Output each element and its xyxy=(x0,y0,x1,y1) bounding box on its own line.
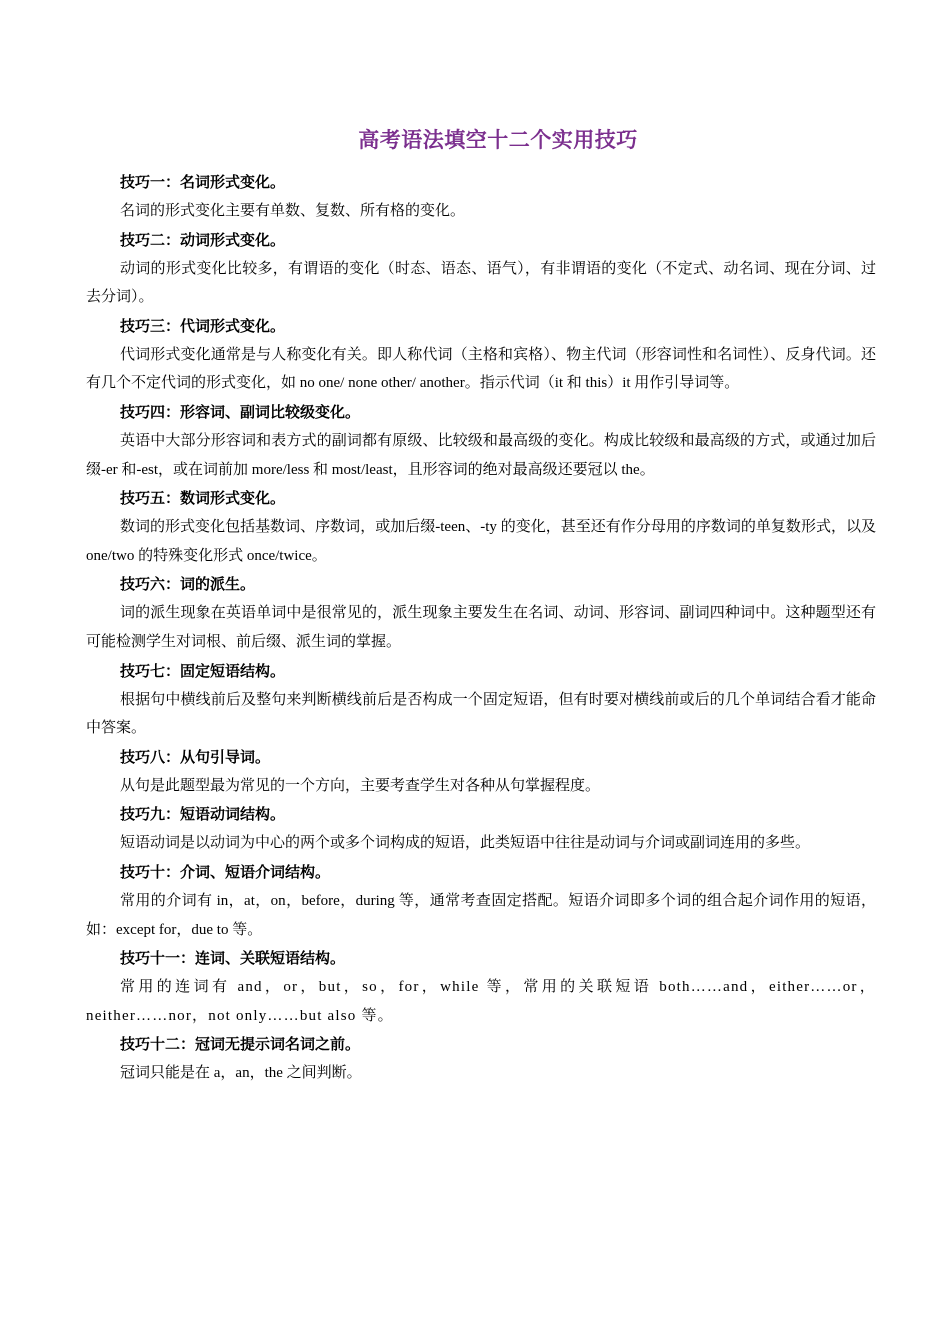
document-body xyxy=(86,168,876,1088)
section-heading: 技巧一：名词形式变化。 xyxy=(120,173,286,191)
section-heading: 技巧二：动词形式变化。 xyxy=(120,230,286,249)
section-1 xyxy=(86,168,876,226)
section-heading: 技巧六：词的派生。 xyxy=(120,575,256,594)
section-paragraph: 名词的形式变化主要有单数、复数、所有格的变化。 xyxy=(120,203,466,219)
section-7 xyxy=(86,657,876,743)
section-paragraph: 冠词只能是在 a，an，the 之间判断。 xyxy=(120,1065,362,1082)
section-paragraph: 短语动词是以动词为中心的两个或多个词构成的短语，此类短语中往往是动词与介词或副词连用的多些。 xyxy=(120,835,811,852)
section-paragraph: 从句是此题型最为常见的一个方向，主要考查学生对各种从句掌握程度。 xyxy=(120,777,601,794)
section-paragraph: 词的派生现象在英语单词中是很常见的，派生现象主要发生在名词、动词、形容词、副词四种词中。这种题型还有可能检测学生对词根、前后缀、派生词的掌握。 xyxy=(86,605,876,650)
section-9 xyxy=(86,800,876,858)
section-heading: 技巧七：固定短语结构。 xyxy=(120,661,286,680)
section-2 xyxy=(86,226,876,312)
section-12 xyxy=(86,1030,876,1088)
section-heading: 技巧四：形容词、副词比较级变化。 xyxy=(120,402,361,421)
section-paragraph: 根据句中横线前后及整句来判断横线前后是否构成一个固定短语，但有时要对横线前或后的几个单词结合看才能命中答案。 xyxy=(86,691,876,737)
section-6 xyxy=(86,570,876,656)
section-5 xyxy=(86,484,876,570)
section-heading: 技巧九：短语动词结构。 xyxy=(120,805,286,824)
section-11 xyxy=(86,944,876,1030)
section-paragraph: 代词形式变化通常是与人称变化有关。即人称代词（主格和宾格）、物主代词（形容词性和名词性）、反身代词。还有几个不定代词的形式变化，如 no one/ none other/ another。指示代词（it 和 this）it 用作引导词等。 xyxy=(86,346,876,392)
page-title: 高考语法填空十二个实用技巧 xyxy=(358,127,638,152)
section-paragraph: 常用的介词有 in，at，on，before，during 等，通常考查固定搭配。短语介词即多个词的组合起介词作用的短语，如：except for，due to 等。 xyxy=(86,892,876,938)
section-3 xyxy=(86,312,876,398)
section-heading: 技巧八：从句引导词。 xyxy=(120,747,271,766)
section-8 xyxy=(86,743,876,801)
section-heading: 技巧十：介词、短语介词结构。 xyxy=(120,862,331,881)
section-heading: 技巧五：数词形式变化。 xyxy=(120,489,286,508)
section-paragraph: 动词的形式变化比较多，有谓语的变化（时态、语态、语气），有非谓语的变化（不定式、动名词、现在分词、过去分词）。 xyxy=(86,260,876,306)
section-paragraph: 常用的连词有 and，or，but，so，for，while 等，常用的关联短语 both……and，either……or，neither……nor，not only……but also 等。 xyxy=(86,979,876,1024)
section-heading: 技巧十二：冠词无提示词名词之前。 xyxy=(120,1035,361,1054)
section-paragraph: 数词的形式变化包括基数词、序数词，或加后缀-teen、-ty 的变化，甚至还有作分母用的序数词的单复数形式，以及 one/two 的特殊变化形式 once/twice。 xyxy=(86,519,876,564)
section-paragraph: 英语中大部分形容词和表方式的副词都有原级、比较级和最高级的变化。构成比较级和最高级的方式，或通过加后缀-er 和-est，或在词前加 more/less 和 most/least，且形容词的绝对最高级还要冠以 the。 xyxy=(86,432,876,478)
section-heading: 技巧十一：连词、关联短语结构。 xyxy=(120,949,346,968)
section-4 xyxy=(86,398,876,484)
section-heading: 技巧三：代词形式变化。 xyxy=(120,316,286,335)
section-10 xyxy=(86,858,876,944)
